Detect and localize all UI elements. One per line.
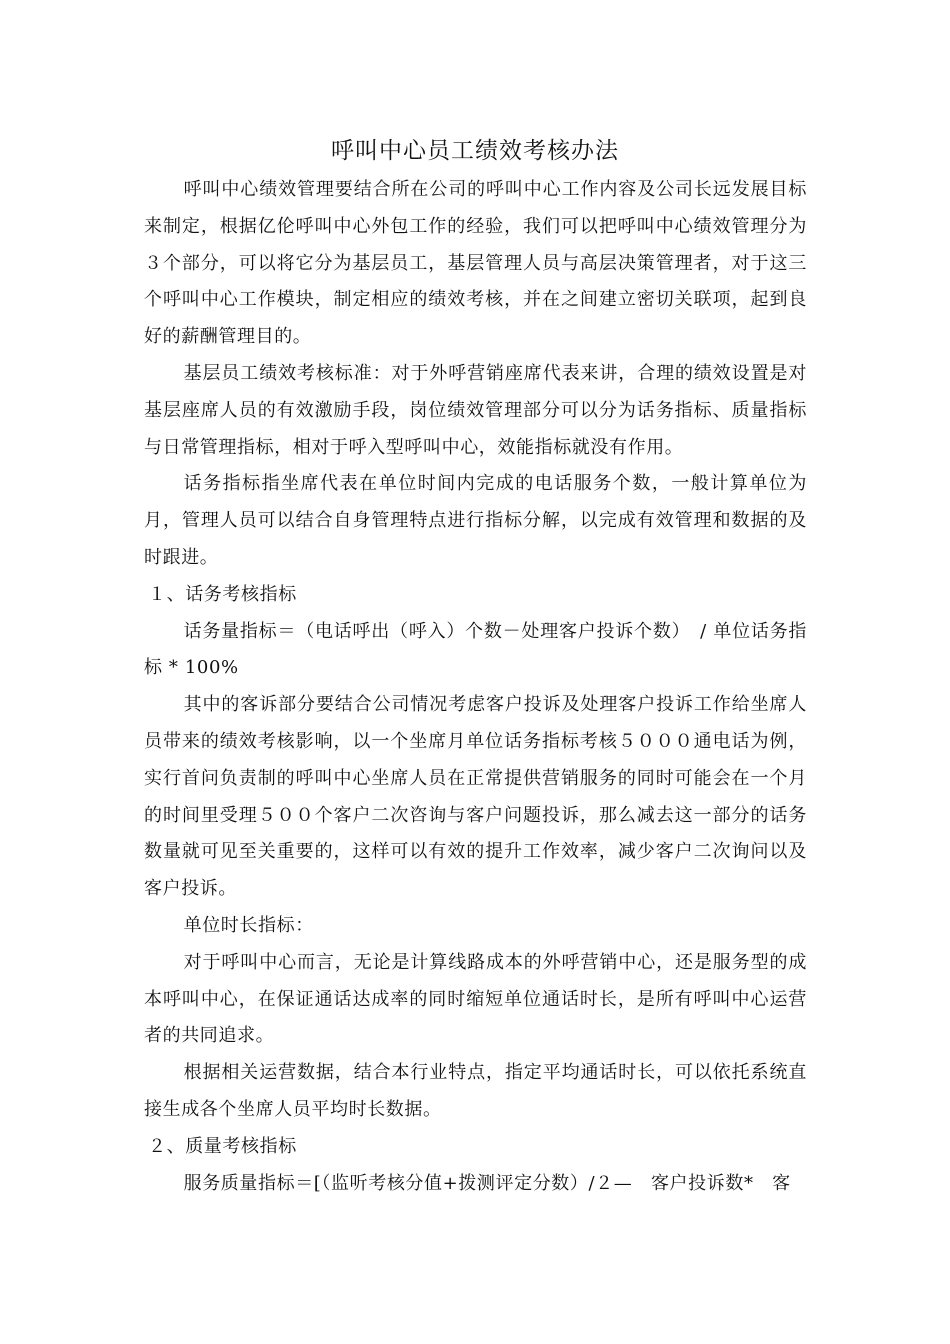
- paragraph-quality-formula: 服务质量指标＝[（监听考核分值+拨测评定分数）/２— 客户投诉数* 客: [183, 1172, 791, 1194]
- paragraph-unit-duration-label: 单位时长指标：: [183, 914, 314, 936]
- document-body: [144, 172, 807, 1202]
- paragraph-call-volume-formula: 话务量指标＝（电话呼出（呼入）个数－处理客户投诉个数） / 单位话务指标 * 100%: [144, 620, 807, 679]
- paragraph-average-duration: 根据相关运营数据，结合本行业特点，指定平均通话时长，可以依托系统直接生成各个坐席人员平均时长数据。: [144, 1062, 807, 1120]
- paragraph-unit-duration-explanation: 对于呼叫中心而言，无论是计算线路成本的外呼营销中心，还是服务型的成本呼叫中心，在保证通话达成率的同时缩短单位通话时长，是所有呼叫中心运营者的共同追求。: [144, 951, 807, 1047]
- paragraph-complaint-example: 其中的客诉部分要结合公司情况考虑客户投诉及处理客户投诉工作给坐席人员带来的绩效考核影响，以一个坐席月单位话务指标考核５０００通电话为例，实行首问负责制的呼叫中心坐席人员在正常提供营销服务的同时可能会在一个月的时间里受理５００个客户二次咨询与客户问题投诉，那么减去这一部分的话务数量就可见至关重要的，这样可以有效的提升工作效率，减少客户二次询问以及客户投诉。: [144, 694, 807, 900]
- section-heading-call-metrics: １、话务考核指标: [148, 583, 297, 605]
- document-title: 呼叫中心员工绩效考核办法: [331, 138, 619, 164]
- paragraph-call-volume-definition: 话务指标指坐席代表在单位时间内完成的电话服务个数，一般计算单位为月，管理人员可以结合自身管理特点进行指标分解，以完成有效管理和数据的及时跟进。: [144, 473, 807, 568]
- paragraph-intro: 呼叫中心绩效管理要结合所在公司的呼叫中心工作内容及公司长远发展目标来制定，根据亿伦呼叫中心外包工作的经验，我们可以把呼叫中心绩效管理分为３个部分，可以将它分为基层员工，基层管理人员与高层决策管理者，对于这三个呼叫中心工作模块，制定相应的绩效考核，并在之间建立密切关联项，起到良好的薪酬管理目的。: [144, 179, 807, 348]
- paragraph-frontline-standard: 基层员工绩效考核标准：对于外呼营销座席代表来讲，合理的绩效设置是对基层座席人员的有效激励手段，岗位绩效管理部分可以分为话务指标、质量指标与日常管理指标，相对于呼入型呼叫中心，效能指标就没有作用。: [144, 362, 807, 458]
- section-heading-quality-metrics: ２、质量考核指标: [148, 1135, 297, 1157]
